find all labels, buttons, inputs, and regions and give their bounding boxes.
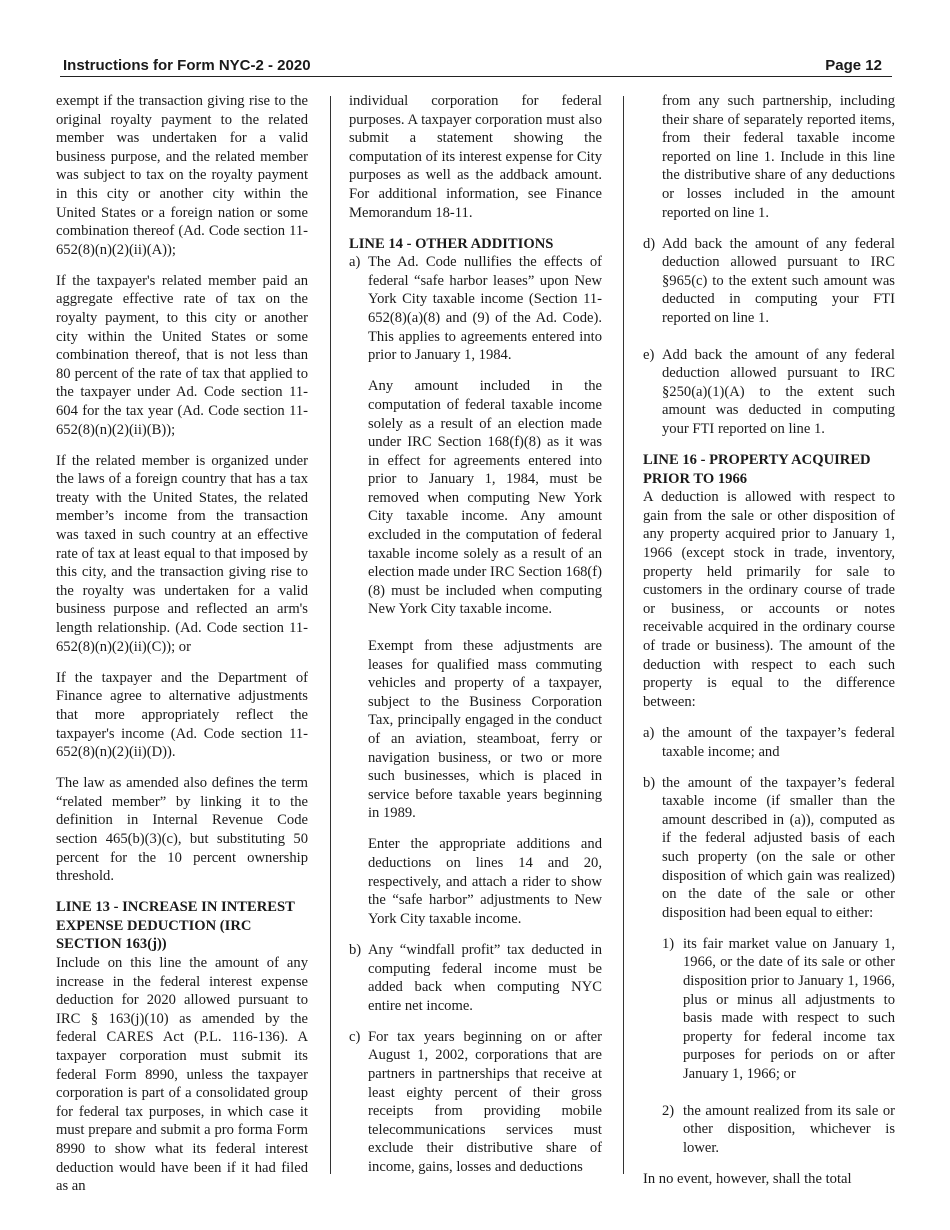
paragraph: In no event, however, shall the total <box>643 1170 852 1187</box>
paragraph: Enter the appropriate additions and deductions on lines 14 and 20, respectively, and attach a rider to show the “safe harbor” adjustments to New York City taxable income. <box>368 836 602 927</box>
column-right <box>643 92 895 1187</box>
list-item <box>643 724 895 761</box>
document-title: Instructions for Form NYC-2 - 2020 <box>63 57 311 74</box>
paragraph: from any such partnership, including their share of separately reported items, from their federal taxable income reported on line 1. Include in this line the distributive share of any deductions or losses included in the amount reported on line 1. <box>662 93 895 221</box>
list-item <box>349 941 602 1015</box>
section-heading-line14: LINE 14 - OTHER ADDITIONS <box>349 235 554 252</box>
paragraph: The law as amended also defines the term “related member” by linking it to the definition in Internal Revenue Code section 465(b)(3)(c), but substituting 50 percent for the 10 percent ownership threshold. <box>56 775 308 885</box>
column-divider <box>623 96 624 1174</box>
paragraph: Any amount included in the computation of federal taxable income solely as a result of an election made under IRC Section 168(f)(8) as it was in effect for agreements entered into prior to January 1, 1984, must be removed when computing New York City taxable income. Any amount excluded in the computation of federal taxable income solely as a result of an election made under IRC Section 168(f)(8) must be included when computing New York City taxable income. <box>368 378 602 618</box>
list-label: b) <box>349 941 362 958</box>
list-text: the amount of the taxpayer’s federal taxable income; and <box>662 724 895 760</box>
paragraph: Include on this line the amount of any increase in the federal interest expense deduction for 2020 allowed pursuant to IRC § 163(j)(10) as amended by the federal CARES Act (P.L. 116-136). A taxpayer corporation must submit its federal Form 8990, unless the taxpayer corporation is part of a consolidated group for federal tax purposes, in which case it must prepare and submit a pro forma Form 8990 to show what its federal interest deduction would have been if it had filed as an <box>56 955 308 1195</box>
list-text: the amount realized from its sale or other disposition, whichever is lower. <box>683 1102 895 1156</box>
page-number: Page 12 <box>825 57 882 74</box>
list-text: The Ad. Code nullifies the effects of federal “safe harbor leases” upon New York City taxable income (Section 11-652(8)(a)(8) and (9) of the Ad. Code). This applies to agreements entered into prior to January 1, 1984. <box>368 254 602 364</box>
nested-list-item <box>662 1102 895 1158</box>
section-heading-line16: LINE 16 - PROPERTY ACQUIRED PRIOR TO 1966 <box>643 452 871 487</box>
paragraph: If the related member is organized under the laws of a foreign country that has a tax treaty with the United States, the related member’s income from the transaction was taxed in such country at an effective rate of tax at least equal to that imposed by this city, and the transaction giving rise to the royalty was undertaken for a valid business purpose and reflected an arm's length relationship. (Ad. Code section 11- 652(8)(n)(2)(ii)(C)); or <box>56 452 308 655</box>
list-label: a) <box>643 724 655 741</box>
paragraph: If the taxpayer's related member paid an aggregate effective rate of tax on the royalty payment, to this city or another city within the United States or some combination thereof, that is not less than 80 percent of the rate of tax that applied to the taxpayer under Ad. Code section 11-604 for the tax year (Ad. Code section 11-652(8)(n)(2)(ii)(B)); <box>56 272 308 438</box>
paragraph: If the taxpayer and the Department of Finance agree to alternative adjustments that more appropriately reflect the taxpayer's income (Ad. Code section 11-652(8)(n)(2)(ii)(D)). <box>56 669 308 761</box>
column-divider <box>330 96 331 1174</box>
paragraph: exempt if the transaction giving rise to the original royalty payment to the related member was undertaken for a valid business purpose, and the related member was subject to tax on the royalty payment in this city or another city within the United States or a foreign nation or some combination thereof (Ad. Code section 11-652(8)(n)(2)(ii)(A)); <box>56 93 308 258</box>
list-label: 2) <box>662 1102 675 1119</box>
list-text: its fair market value on January 1, 1966, or the date of its sale or other disposition prior to January 1, 1966, plus or minus all adjustments to basis made with respect to such property for federal income tax purposes for periods on or after January 1, 1966; or <box>683 935 895 1082</box>
paragraph: individual corporation for federal purposes. A taxpayer corporation must also submit a statement showing the computation of its interest expense for City purposes as well as the addback amount. For additional information, see Finance Memorandum 18-11. <box>349 93 602 221</box>
list-text: For tax years beginning on or after August 1, 2002, corporations that are partners in partnerships that receive at least eighty percent of their gross receipts from providing mobile telecommunications services must exclude their distributive share of income, gains, losses and deductions <box>368 1028 602 1175</box>
list-text: Add back the amount of any federal deduction allowed pursuant to IRC §965(c) to the extent such amount was deducted in computing your FTI reported on line 1. <box>662 235 895 327</box>
paragraph: A deduction is allowed with respect to gain from the sale or other disposition of any property acquired prior to January 1, 1966 (except stock in trade, inventory, property held primarily for sale to customers in the ordinary course of trade or business, or accounts or notes receivable acquired in the ordinary course of trade or business). The amount of the deduction with respect to each such property is equal to the difference between: <box>643 489 895 710</box>
list-label: c) <box>349 1028 361 1045</box>
nested-list-item <box>662 935 895 1084</box>
page-header <box>60 56 892 77</box>
list-text: Any “windfall profit” tax deducted in computing federal income must be added back when computing NYC entire net income. <box>368 941 602 1014</box>
list-item <box>643 774 895 923</box>
list-label: e) <box>643 346 655 363</box>
column-middle <box>349 92 602 1182</box>
list-label: d) <box>643 235 656 252</box>
paragraph: Exempt from these adjustments are leases for qualified mass commuting vehicles and property of a taxpayer, subject to the Business Corporation Tax, principally engaged in the conduct of an aviation, steamboat, ferry or navigation business, or two or more such businesses, which is placed in service before taxable years beginning in 1989. <box>368 638 602 822</box>
list-label: b) <box>643 774 656 791</box>
list-label: 1) <box>662 935 675 952</box>
column-left <box>56 92 308 1195</box>
list-item <box>643 346 895 439</box>
list-item <box>643 235 895 328</box>
list-label: a) <box>349 254 361 271</box>
list-text: the amount of the taxpayer’s federal taxable income (if smaller than the amount described in (a)), computed as if the federal adjusted basis of each such property (on the sale or other disposition of which gain was realized) on the date of the sale or other disposition had been equal to either: <box>662 774 895 921</box>
section-heading-line13: LINE 13 - INCREASE IN INTEREST EXPENSE DEDUCTION (IRC SECTION 163(j)) <box>56 899 295 953</box>
list-item <box>349 1028 602 1177</box>
list-item <box>349 253 602 365</box>
list-text: Add back the amount of any federal deduction allowed pursuant to IRC §250(a)(1)(A) to the extent such amount was deducted in computing your FTI reported on line 1. <box>662 346 895 437</box>
